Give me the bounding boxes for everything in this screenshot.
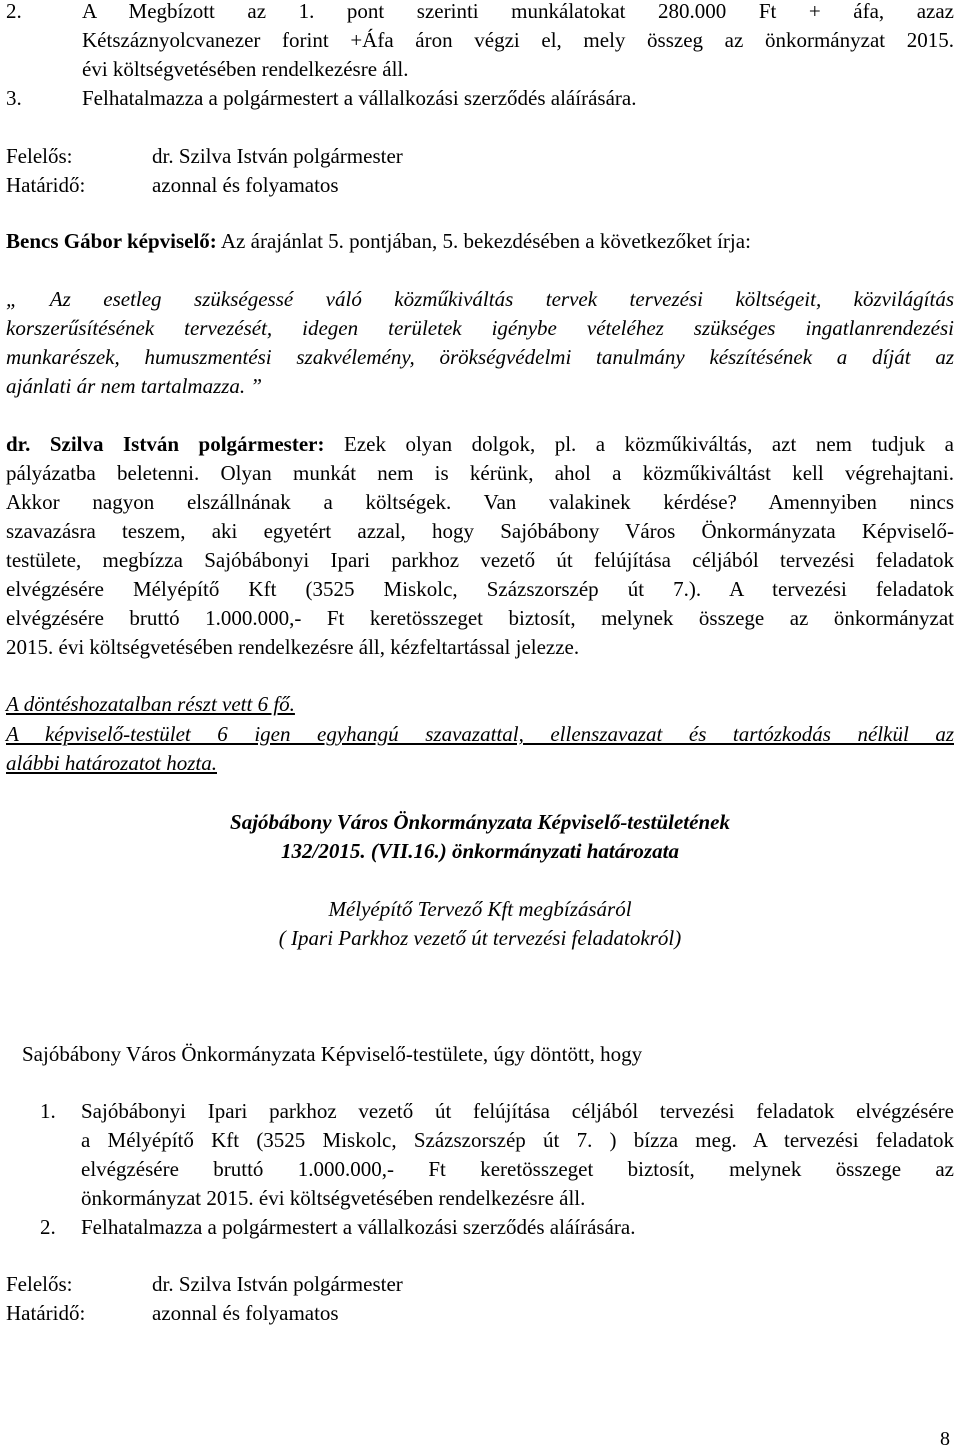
participants-text: A döntéshozatalban részt vett 6 fő. <box>6 692 295 716</box>
list-text-line: Felhatalmazza a polgármestert a vállalkozási szerződés aláírására. <box>82 86 637 110</box>
quote-paragraph <box>6 285 954 401</box>
speaker-name: Bencs Gábor képviselő: <box>6 229 217 253</box>
deadline-value: azonnal és folyamatos <box>152 1301 339 1325</box>
list-item-2 <box>40 1213 954 1242</box>
list-number: 2. <box>6 0 22 23</box>
list-text-line: Kétszáznyolcvanezer forint +Áfa áron végzi el, mely összeg az önkormányzat 2015. <box>82 28 954 52</box>
list-item-2 <box>6 0 954 26</box>
list-text-line: önkormányzat 2015. évi költségvetésében rendelkezésre áll. <box>81 1186 586 1210</box>
resolution-subject <box>6 895 954 953</box>
list-number: 1. <box>40 1099 56 1123</box>
resolution-intro <box>22 1040 942 1069</box>
list-item-3 <box>6 84 954 113</box>
list-text-line: Felhatalmazza a polgármestert a vállalkozási szerződés aláírására. <box>81 1215 636 1239</box>
page-number: 8 <box>940 1428 950 1450</box>
resolution-title-line: Sajóbábony Város Önkormányzata Képviselő-testületének <box>230 810 730 834</box>
responsible-label: Felelős: <box>6 144 73 168</box>
list-item-1 <box>40 1097 954 1126</box>
speech-text: Ezek olyan dolgok, pl. a közműkiváltás, azt nem tudjuk a <box>324 432 954 456</box>
vote-result <box>6 720 954 778</box>
list-text-line: a Mélyépítő Kft (3525 Miskolc, Százszorszép út 7. ) bízza meg. A tervezési feladatok <box>81 1128 954 1152</box>
quote-line: munkarészek, humuszmentési szakvélemény, örökségvédelmi tanulmány készítésének a díját az <box>6 345 954 369</box>
resolution-title <box>6 808 954 866</box>
bencs-paragraph <box>6 227 954 256</box>
responsible-block-2 <box>6 1270 954 1328</box>
list-text-line: elvégzésére bruttó 1.000.000,- Ft keretösszeget biztosít, melynek összege az <box>81 1157 954 1181</box>
quote-line: korszerűsítésének tervezését, idegen területek igénybe vételéhez szükséges ingatlanrendezési <box>6 316 954 340</box>
responsible-label: Felelős: <box>6 1272 73 1296</box>
speech-line: Akkor nagyon elszállnának a költségek. Van valakinek kérdése? Amennyiben nincs <box>6 490 954 514</box>
speech-line: 2015. évi költségvetésében rendelkezésre áll, kézfeltartással jelezze. <box>6 635 580 659</box>
subject-line: ( Ipari Parkhoz vezető út tervezési feladatokról) <box>278 926 682 950</box>
quote-line: ajánlati ár nem tartalmazza. ” <box>6 374 263 398</box>
responsible-value: dr. Szilva István polgármester <box>152 144 403 168</box>
vote-result-line: A képviselő-testület 6 igen egyhangú szavazattal, ellenszavazat és tartózkodás nélkül az <box>6 722 954 746</box>
deadline-label: Határidő: <box>6 1301 86 1325</box>
intro-text: Sajóbábony Város Önkormányzata Képviselő-testülete, úgy döntött, hogy <box>22 1042 643 1066</box>
deadline-value: azonnal és folyamatos <box>152 173 339 197</box>
speech-line: szavazásra teszem, aki egyetért azzal, hogy Sajóbábony Város Önkormányzata Képviselő- <box>6 519 954 543</box>
list-text-line: Sajóbábonyi Ipari parkhoz vezető út felújítása céljából tervezési feladatok elvégzésére <box>81 1099 954 1123</box>
deadline-label: Határidő: <box>6 173 86 197</box>
speech-line: elvégzésére bruttó 1.000.000,- Ft keretösszeget biztosít, melynek összege az önkormányzat <box>6 606 954 630</box>
list-number: 2. <box>40 1215 56 1239</box>
responsible-block-1 <box>6 142 954 200</box>
list-text-line: A Megbízott az 1. pont szerinti munkálatokat 280.000 Ft + áfa, azaz <box>82 0 954 23</box>
responsible-value: dr. Szilva István polgármester <box>152 1272 403 1296</box>
speech-line: pályázatba beletenni. Olyan munkát nem is kérünk, ahol a közműkiváltást kell végrehajtani. <box>6 461 954 485</box>
speech-text: Az árajánlat 5. pontjában, 5. bekezdésében a következőket írja: <box>216 229 751 253</box>
top-list <box>6 0 954 113</box>
vote-participants <box>6 690 954 719</box>
resolution-list <box>40 1097 954 1242</box>
vote-result-line: alábbi határozatot hozta. <box>6 751 217 775</box>
speaker-name: dr. Szilva István polgármester: <box>6 432 325 456</box>
list-text-line: évi költségvetésében rendelkezésre áll. <box>82 57 409 81</box>
resolution-number: 132/2015. (VII.16.) önkormányzati határozata <box>281 839 679 863</box>
mayor-paragraph <box>6 430 954 662</box>
quote-line: „ Az esetleg szükségessé váló közműkiváltás tervek tervezési költségeit, közvilágítás <box>6 287 954 311</box>
list-number: 3. <box>6 86 22 110</box>
speech-line: elvégzésére Mélyépítő Kft (3525 Miskolc, Százszorszép út 7.). A tervezési feladatok <box>6 577 954 601</box>
speech-line: testülete, megbízza Sajóbábonyi Ipari parkhoz vezető út felújítása céljából tervezési feladatok <box>6 548 954 572</box>
subject-line: Mélyépítő Tervező Kft megbízásáról <box>328 897 632 921</box>
